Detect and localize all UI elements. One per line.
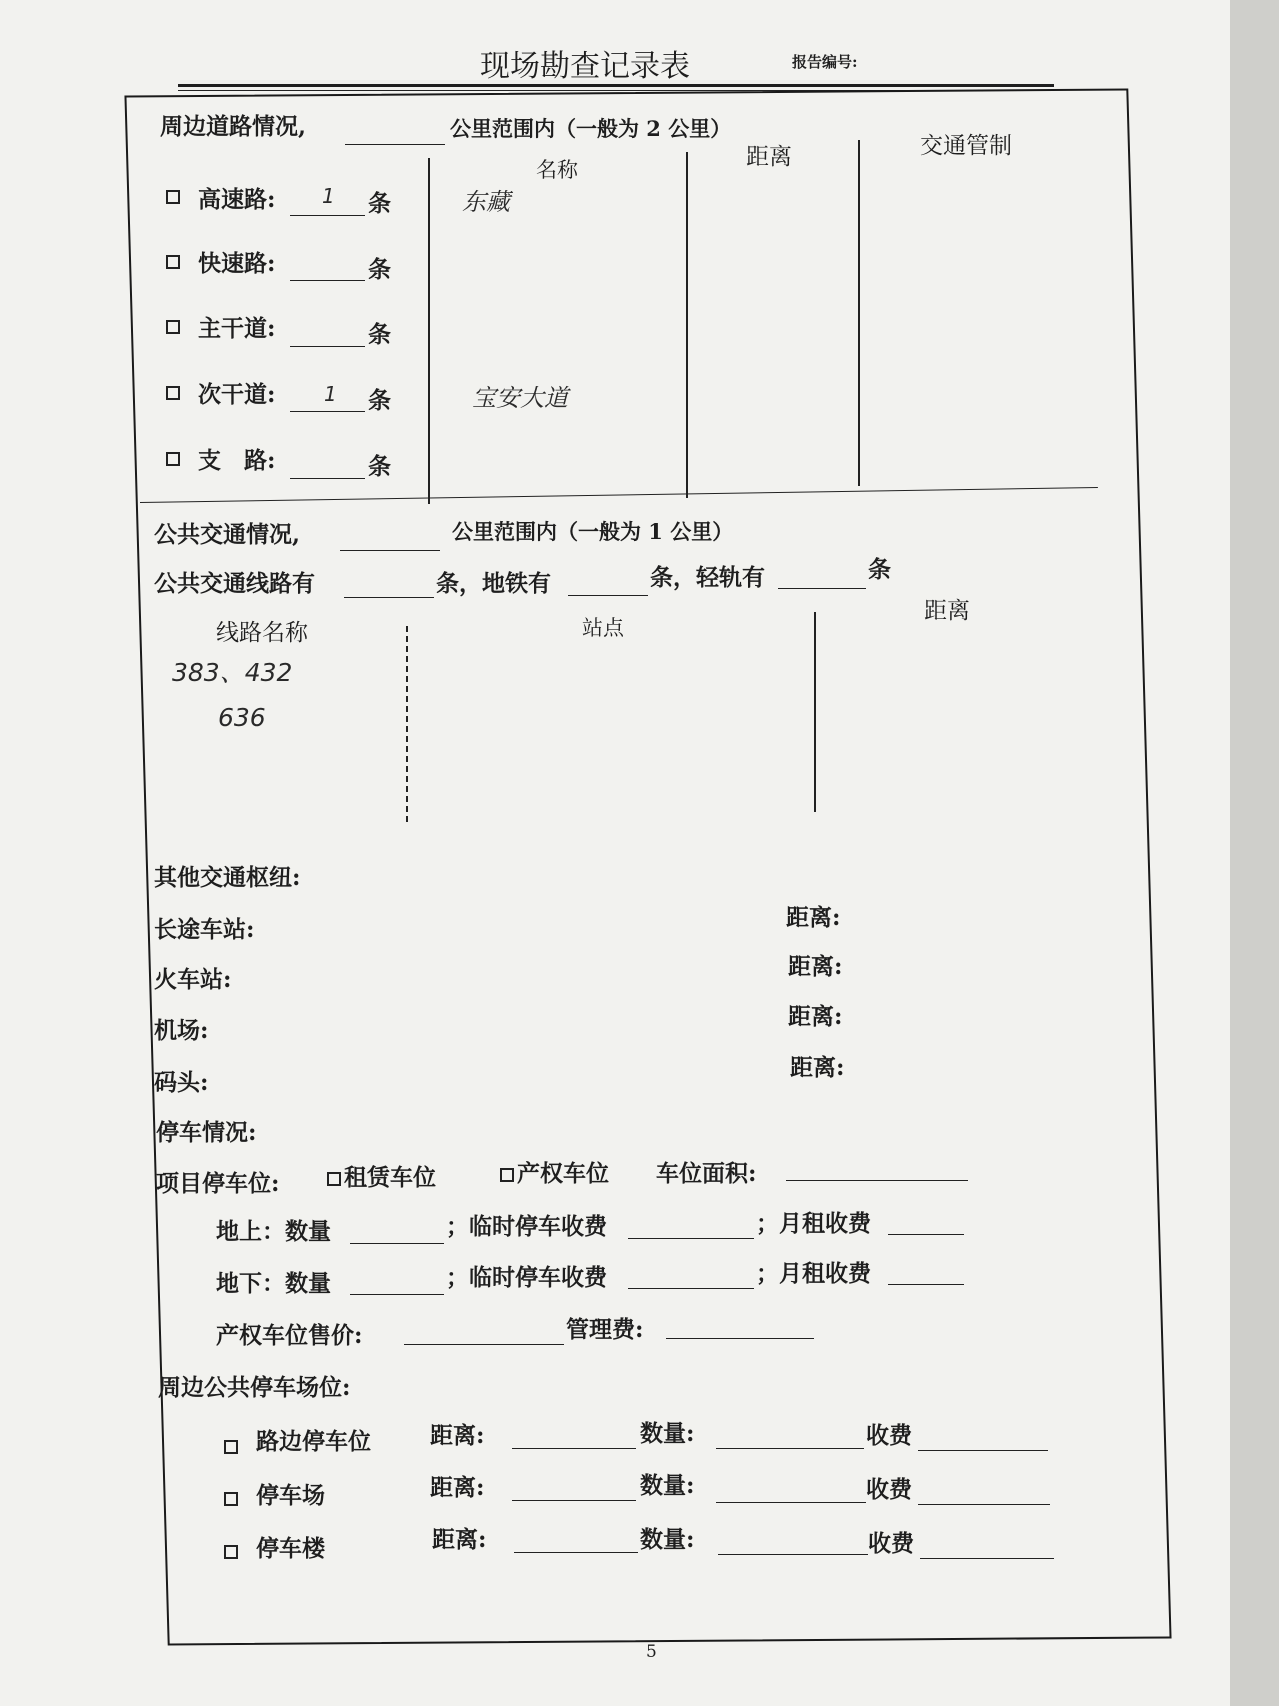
garage-parking-checkbox[interactable]	[224, 1545, 238, 1559]
garage-parking-label: 停车楼	[256, 1535, 325, 1562]
road-checkbox-highway[interactable]	[166, 190, 180, 204]
transit-lines-label: 公共交通线路有	[154, 570, 315, 597]
sale-price-label: 产权车位售价:	[216, 1322, 363, 1349]
garage-fee-label: 收费	[868, 1530, 914, 1557]
own-parking-option: 产权车位	[517, 1160, 609, 1187]
own-parking-checkbox[interactable]	[500, 1168, 514, 1182]
road-label-secondary: 次干道:	[198, 381, 276, 408]
transit-rail-label: 条，轻轨有	[650, 564, 765, 591]
under-temp-fee-blank	[628, 1288, 754, 1289]
report-number-label: 报告编号:	[792, 53, 858, 71]
lot-distance-blank	[512, 1500, 636, 1501]
road-unit-highway: 条	[368, 190, 391, 217]
roads-col-name: 名称	[536, 158, 578, 182]
mgmt-fee-blank	[666, 1338, 814, 1339]
ground-month-fee-blank	[888, 1234, 964, 1235]
road-unit-branch: 条	[368, 453, 391, 480]
paper-edge	[1230, 0, 1279, 1706]
transit-rail-blank	[778, 588, 866, 589]
ground-parking-label: 地上：数量	[216, 1218, 331, 1245]
roads-col-traffic: 交通管制	[920, 133, 1012, 159]
garage-fee-blank	[920, 1558, 1054, 1559]
road-checkbox-branch[interactable]	[166, 452, 180, 466]
lot-parking-checkbox[interactable]	[224, 1492, 238, 1506]
transit-range-text: 公里范围内（一般为 1 公里）	[452, 519, 734, 544]
roadside-parking-label: 路边停车位	[256, 1428, 371, 1455]
road-count-highway: 1	[322, 184, 335, 208]
hub-distance-airport: 距离:	[788, 1003, 843, 1030]
road-count-line-arterial	[290, 346, 365, 347]
transit-metro-label: 条，地铁有	[436, 570, 551, 597]
transit-lines-blank	[344, 597, 434, 598]
roads-range-blank	[345, 144, 445, 145]
transit-lines-written-1: 383、432	[172, 658, 293, 687]
garage-qty-blank	[718, 1554, 868, 1555]
road-label-highway: 高速路:	[198, 186, 276, 213]
page-number: 5	[646, 1642, 657, 1662]
lot-qty-blank	[716, 1502, 866, 1503]
roads-divider-3	[858, 140, 860, 486]
transit-lines-written-2: 636	[218, 703, 266, 732]
ground-temp-fee-blank	[628, 1238, 754, 1239]
lot-parking-label: 停车场	[256, 1482, 325, 1509]
road-count-line-branch	[290, 478, 365, 479]
hub-distance-bus: 距离:	[786, 904, 841, 931]
road-count-line-highway	[290, 215, 365, 216]
page-title: 现场勘查记录表	[480, 49, 690, 84]
transit-heading: 公共交通情况,	[154, 521, 301, 548]
lot-fee-blank	[918, 1504, 1050, 1505]
transit-metro-blank	[568, 595, 648, 596]
road-count-secondary: 1	[324, 382, 337, 406]
sale-price-blank	[404, 1344, 564, 1345]
hub-label-bus: 长途车站:	[154, 916, 255, 943]
lot-fee-label: 收费	[866, 1476, 912, 1503]
road-checkbox-arterial[interactable]	[166, 320, 180, 334]
road-unit-arterial: 条	[368, 321, 391, 348]
ground-month-fee-label: ；月租收费	[756, 1210, 871, 1237]
roadside-distance-label: 距离:	[430, 1422, 485, 1449]
transit-col-line: 线路名称	[216, 620, 308, 646]
transit-col-station: 站点	[582, 616, 624, 640]
road-count-line-expressway	[290, 280, 365, 281]
ground-temp-fee-label: ；临时停车收费	[446, 1213, 607, 1240]
transit-rail-unit: 条	[868, 556, 891, 583]
roads-col-distance: 距离	[746, 144, 792, 170]
public-parking-heading: 周边公共停车场位:	[158, 1374, 351, 1401]
road-unit-secondary: 条	[368, 387, 391, 414]
road-checkbox-secondary[interactable]	[166, 386, 180, 400]
roadside-parking-checkbox[interactable]	[224, 1440, 238, 1454]
road-name-secondary: 宝安大道	[472, 384, 568, 412]
parking-area-label: 车位面积:	[656, 1160, 757, 1187]
hubs-heading: 其他交通枢纽:	[154, 864, 301, 891]
road-name-highway: 东藏	[462, 188, 510, 216]
road-label-arterial: 主干道:	[198, 315, 276, 342]
transit-divider-1	[406, 626, 408, 822]
hub-distance-train: 距离:	[788, 953, 843, 980]
hub-label-train: 火车站:	[154, 966, 232, 993]
roads-range-text: 公里范围内（一般为 2 公里）	[450, 116, 732, 141]
lot-distance-label: 距离:	[430, 1474, 485, 1501]
road-checkbox-expressway[interactable]	[166, 255, 180, 269]
parking-area-blank	[786, 1180, 968, 1181]
roadside-qty-blank	[716, 1448, 864, 1449]
roadside-distance-blank	[512, 1448, 636, 1449]
under-month-fee-blank	[888, 1284, 964, 1285]
garage-qty-label: 数量:	[640, 1526, 695, 1553]
rent-parking-option: 租赁车位	[344, 1164, 436, 1191]
under-month-fee-label: ；月租收费	[756, 1260, 871, 1287]
roadside-fee-blank	[918, 1450, 1048, 1451]
transit-col-distance: 距离	[924, 598, 970, 624]
garage-distance-label: 距离:	[432, 1526, 487, 1553]
roadside-qty-label: 数量:	[640, 1420, 695, 1447]
project-parking-label: 项目停车位:	[156, 1170, 280, 1197]
roads-heading: 周边道路情况,	[160, 113, 307, 140]
garage-distance-blank	[514, 1552, 638, 1553]
lot-qty-label: 数量:	[640, 1472, 695, 1499]
roads-divider-2	[686, 152, 688, 498]
transit-divider-2	[814, 612, 816, 812]
mgmt-fee-label: 管理费:	[566, 1316, 644, 1343]
hub-distance-pier: 距离:	[790, 1054, 845, 1081]
hub-label-airport: 机场:	[154, 1017, 209, 1044]
roads-divider-1	[428, 158, 430, 504]
road-count-line-secondary	[290, 411, 365, 412]
ground-qty-blank	[350, 1243, 444, 1244]
under-temp-fee-label: ；临时停车收费	[446, 1264, 607, 1291]
road-label-branch: 支 路:	[198, 447, 276, 474]
header-rule	[178, 84, 1054, 87]
road-label-expressway: 快速路:	[198, 250, 276, 277]
hub-label-pier: 码头:	[154, 1069, 209, 1096]
under-parking-label: 地下：数量	[216, 1270, 331, 1297]
roadside-fee-label: 收费	[866, 1422, 912, 1449]
under-qty-blank	[350, 1294, 444, 1295]
parking-heading: 停车情况:	[156, 1119, 257, 1146]
rent-parking-checkbox[interactable]	[327, 1172, 341, 1186]
transit-range-blank	[340, 550, 440, 551]
road-unit-expressway: 条	[368, 256, 391, 283]
